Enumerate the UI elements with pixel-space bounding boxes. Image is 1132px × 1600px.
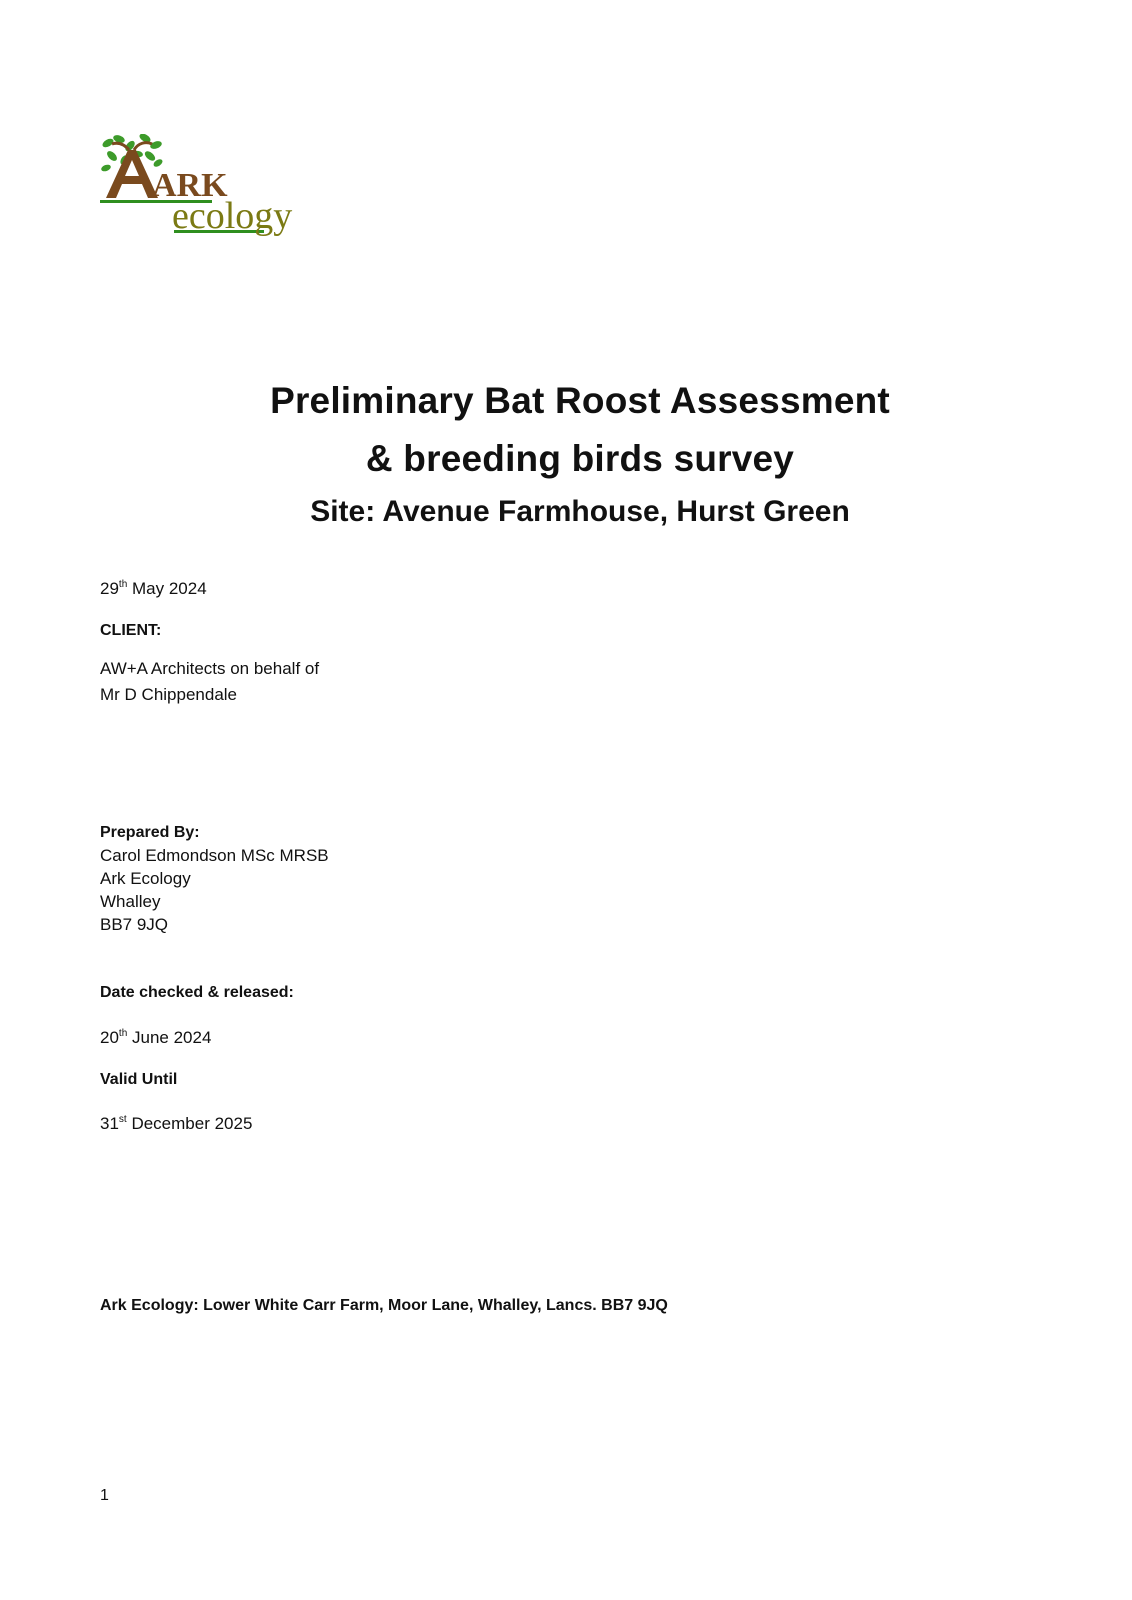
valid-until-day: 31 [100, 1114, 119, 1133]
prepared-by-line: Whalley [100, 892, 161, 911]
report-title-block [0, 372, 1132, 534]
client-label: CLIENT: [100, 622, 162, 639]
report-date-day: 29 [100, 579, 119, 598]
footer-address: Ark Ecology: Lower White Carr Farm, Moor Lane, Whalley, Lancs. BB7 9JQ [100, 1297, 668, 1314]
logo-wordmark-ecology: ecology [172, 195, 293, 237]
page-number: 1 [100, 1487, 109, 1504]
logo-wordmark-ark: ARK [152, 167, 228, 204]
released-label: Date checked & released: [100, 984, 294, 1001]
valid-until-rest: December 2025 [131, 1114, 253, 1133]
valid-until-label: Valid Until [100, 1071, 178, 1088]
report-date-rest: May 2024 [132, 579, 207, 598]
valid-until-suffix: st [118, 1114, 127, 1125]
released-date [100, 1027, 211, 1049]
report-title-line2: & breeding birds survey [365, 438, 795, 479]
report-title-line1: Preliminary Bat Roost Assessment [270, 380, 890, 421]
prepared-by-line: Carol Edmondson MSc MRSB [100, 846, 329, 865]
released-date-suffix: th [118, 1028, 128, 1039]
ark-ecology-logo-graphic [100, 134, 314, 246]
client-line2: Mr D Chippendale [100, 685, 238, 704]
prepared-by-line: Ark Ecology [100, 869, 191, 888]
valid-until-date [100, 1113, 252, 1135]
released-date-day: 20 [100, 1028, 119, 1047]
report-date-suffix: th [118, 579, 128, 590]
report-site: Site: Avenue Farmhouse, Hurst Green [310, 495, 850, 528]
report-date [100, 578, 207, 600]
prepared-by-label: Prepared By: [100, 824, 200, 841]
prepared-by-line: BB7 9JQ [100, 915, 169, 934]
client-line1: AW+A Architects on behalf of [100, 659, 320, 678]
released-date-rest: June 2024 [132, 1028, 212, 1047]
ark-ecology-logo [100, 134, 314, 246]
